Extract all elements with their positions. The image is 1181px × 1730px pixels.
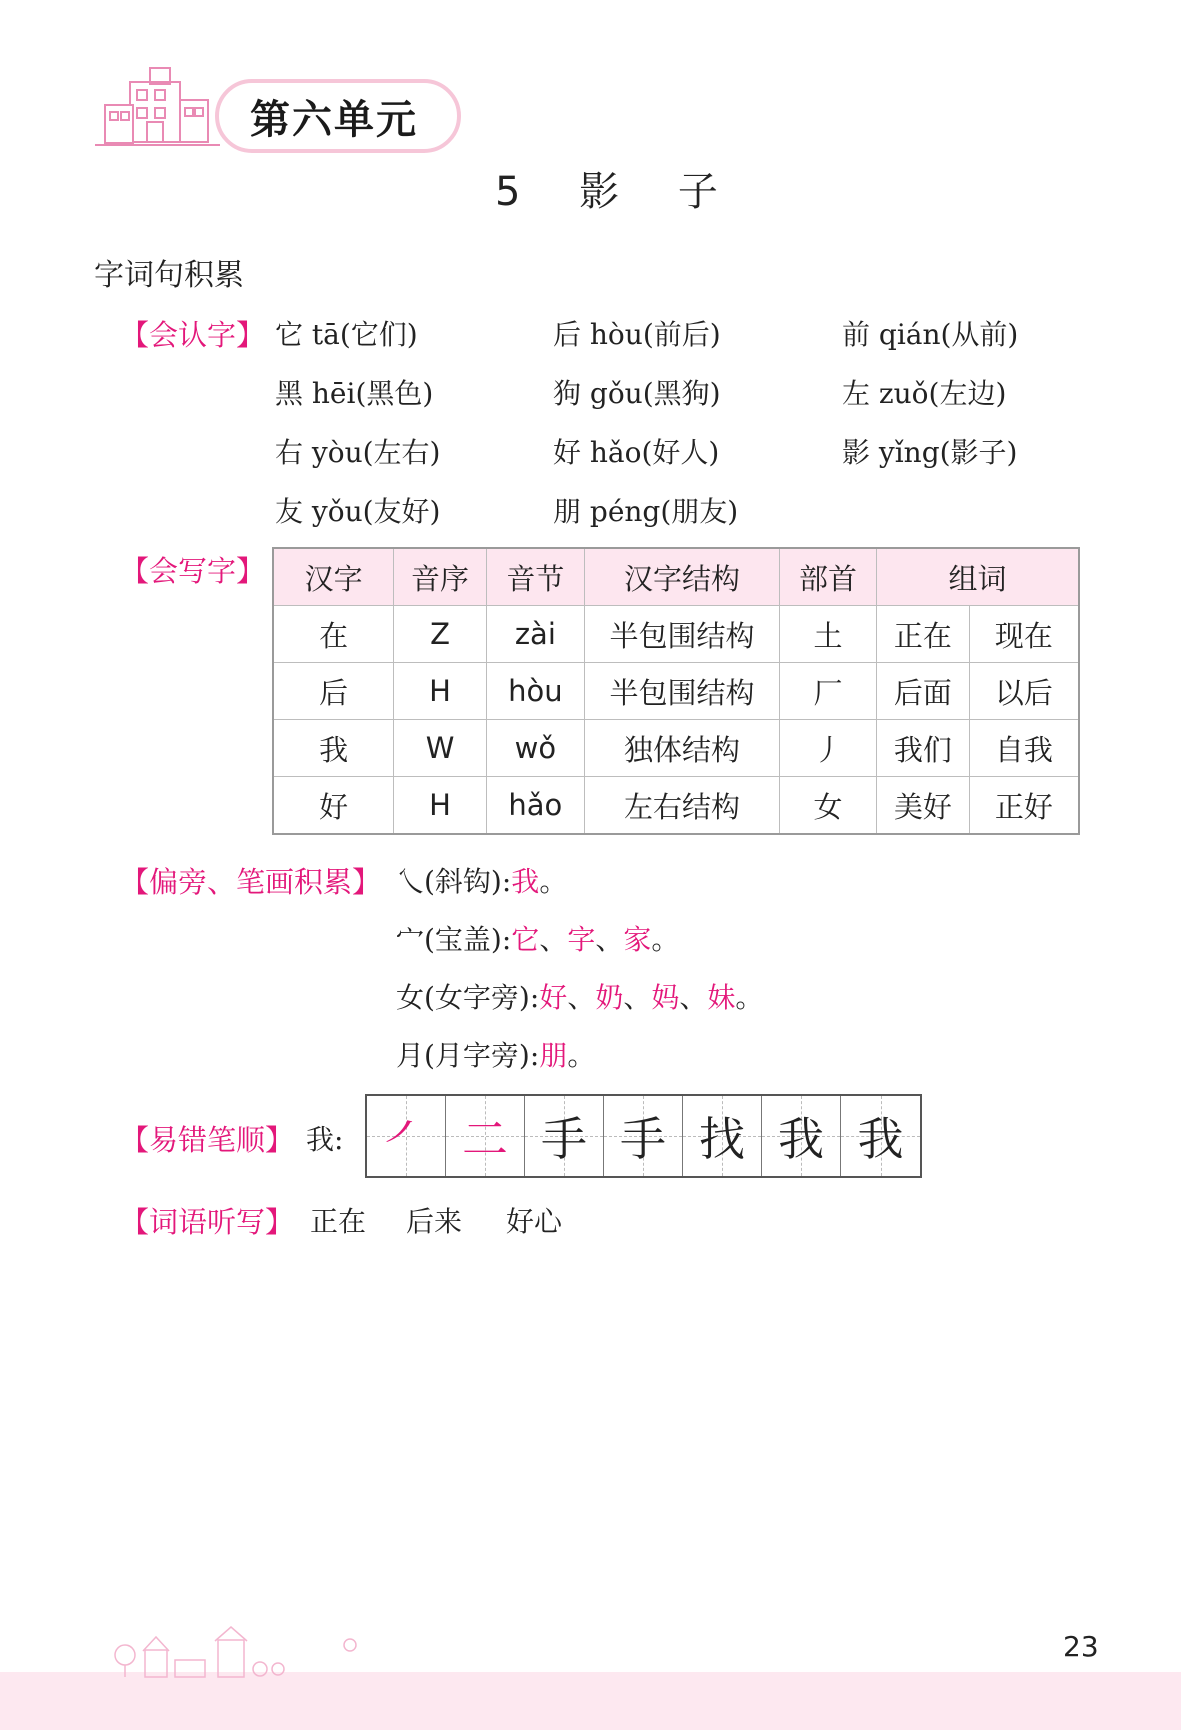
radical-line xyxy=(396,976,763,1016)
page-number: 23 xyxy=(1063,1630,1099,1663)
recognize-item: 左 zuǒ(左边) xyxy=(842,377,1007,410)
radical-line xyxy=(396,918,679,958)
radical-line xyxy=(396,860,567,900)
stroke-cell xyxy=(683,1096,762,1176)
example-char: 妈 xyxy=(651,981,680,1014)
radicals-tag: 【偏旁、笔画积累】 xyxy=(120,865,382,899)
stroke-order-tag: 【易错笔顺】 xyxy=(120,1123,295,1157)
radical-cell: 女 xyxy=(780,777,877,835)
pinyin-cell: wǒ xyxy=(486,720,584,777)
line-end: 。 xyxy=(651,923,680,956)
stroke-char: 我 xyxy=(857,1112,904,1166)
recognize-item: 朋 péng(朋友) xyxy=(553,495,739,528)
separator: 、 xyxy=(679,981,708,1014)
header-cell: 汉字结构 xyxy=(584,548,779,606)
line-end: 。 xyxy=(567,1039,596,1072)
header-cell: 音序 xyxy=(394,548,487,606)
header-cell: 组词 xyxy=(876,548,1079,606)
building-illustration xyxy=(95,60,225,155)
word-cell: 自我 xyxy=(969,720,1079,777)
stroke-cell xyxy=(367,1096,446,1176)
dictation-word: 好心 xyxy=(506,1205,563,1238)
example-char: 家 xyxy=(623,923,652,956)
table-header-row xyxy=(273,548,1079,606)
recognize-item: 好 hǎo(好人) xyxy=(553,436,720,469)
header-cell: 音节 xyxy=(486,548,584,606)
structure-cell: 半包围结构 xyxy=(584,606,779,663)
pinyin-cell: hǎo xyxy=(486,777,584,835)
structure-cell: 半包围结构 xyxy=(584,663,779,720)
separator: 、 xyxy=(623,981,652,1014)
header-cell: 部首 xyxy=(780,548,877,606)
word-cell: 正好 xyxy=(969,777,1079,835)
dictation-tag: 【词语听写】 xyxy=(120,1205,295,1239)
radical-cell: 厂 xyxy=(780,663,877,720)
town-illustration xyxy=(110,1625,370,1680)
radical-label: 女(女字旁): xyxy=(396,981,540,1014)
stroke-order-label: 我: xyxy=(306,1123,344,1156)
radical-label: 宀(宝盖): xyxy=(396,923,512,956)
recognize-item: 友 yǒu(友好) xyxy=(275,495,441,528)
separator: 、 xyxy=(567,981,596,1014)
separator: 、 xyxy=(595,923,624,956)
stroke-char: 手 xyxy=(620,1112,666,1166)
section-heading: 字词句积累 xyxy=(94,258,244,293)
radical-cell: 丿 xyxy=(780,720,877,777)
order-cell: H xyxy=(394,777,487,835)
word-cell: 以后 xyxy=(969,663,1079,720)
example-char: 我 xyxy=(511,865,540,898)
table-row xyxy=(273,777,1079,835)
example-char: 朋 xyxy=(539,1039,568,1072)
stroke-cell xyxy=(841,1096,920,1176)
stroke-cell xyxy=(446,1096,525,1176)
char-cell: 我 xyxy=(273,720,394,777)
stroke-cell xyxy=(525,1096,604,1176)
stroke-cell xyxy=(604,1096,683,1176)
structure-cell: 左右结构 xyxy=(584,777,779,835)
stroke-cell xyxy=(762,1096,841,1176)
order-cell: W xyxy=(394,720,487,777)
lesson-title-char: 影 xyxy=(579,169,620,215)
char-cell: 在 xyxy=(273,606,394,663)
stroke-new: 二 xyxy=(462,1112,508,1166)
stroke-char: 我 xyxy=(778,1112,824,1166)
example-char: 妹 xyxy=(707,981,736,1014)
example-char: 好 xyxy=(539,981,568,1014)
example-char: 字 xyxy=(567,923,596,956)
char-cell: 好 xyxy=(273,777,394,835)
word-cell: 现在 xyxy=(969,606,1079,663)
line-end: 。 xyxy=(735,981,764,1014)
write-tag: 【会写字】 xyxy=(120,554,266,588)
table-row xyxy=(273,663,1079,720)
pinyin-cell: zài xyxy=(486,606,584,663)
recognize-item: 影 yǐng(影子) xyxy=(842,436,1018,469)
radical-cell: 土 xyxy=(780,606,877,663)
radical-line xyxy=(396,1034,595,1074)
pinyin-cell: hòu xyxy=(486,663,584,720)
example-char: 它 xyxy=(511,923,540,956)
structure-cell: 独体结构 xyxy=(584,720,779,777)
stroke-order-grid xyxy=(365,1094,922,1178)
order-cell: H xyxy=(394,663,487,720)
recognize-item: 后 hòu(前后) xyxy=(553,318,721,351)
recognize-item: 前 qián(从前) xyxy=(842,318,1019,351)
table-row xyxy=(273,606,1079,663)
table-row xyxy=(273,720,1079,777)
footer-band xyxy=(0,1672,1181,1730)
order-cell: Z xyxy=(394,606,487,663)
stroke-new: ㇒ xyxy=(383,1112,429,1166)
word-cell: 美好 xyxy=(876,777,969,835)
separator: 、 xyxy=(539,923,568,956)
recognize-item: 狗 gǒu(黑狗) xyxy=(553,377,721,410)
lesson-number: 5 xyxy=(495,169,521,215)
stroke-char: 找 xyxy=(699,1112,745,1166)
example-char: 奶 xyxy=(595,981,624,1014)
word-cell: 后面 xyxy=(876,663,969,720)
dictation-word: 后来 xyxy=(406,1205,463,1238)
unit-title: 第六单元 xyxy=(250,97,418,143)
word-cell: 正在 xyxy=(876,606,969,663)
dictation-word: 正在 xyxy=(310,1205,367,1238)
lesson-title-char: 子 xyxy=(677,169,718,215)
recognize-tag: 【会认字】 xyxy=(120,318,266,352)
recognize-item: 它 tā(它们) xyxy=(275,318,418,351)
line-end: 。 xyxy=(539,865,568,898)
recognize-item: 黑 hēi(黑色) xyxy=(275,377,434,410)
recognize-item: 右 yòu(左右) xyxy=(275,436,441,469)
radical-label: 乀(斜钩): xyxy=(396,865,512,898)
stroke-char: 手 xyxy=(541,1112,587,1166)
radical-label: 月(月字旁): xyxy=(396,1039,540,1072)
lesson-title xyxy=(495,160,718,217)
char-cell: 后 xyxy=(273,663,394,720)
word-cell: 我们 xyxy=(876,720,969,777)
write-characters-table xyxy=(272,547,1080,835)
header-cell: 汉字 xyxy=(273,548,394,606)
